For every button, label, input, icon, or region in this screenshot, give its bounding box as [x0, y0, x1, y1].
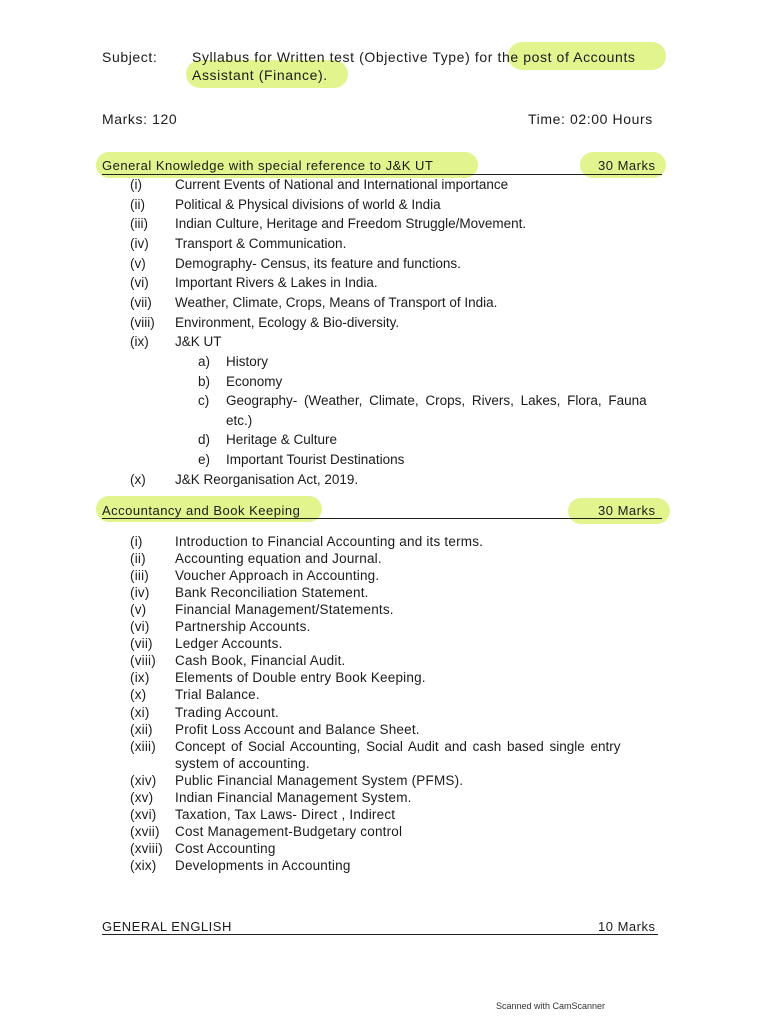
list-item-number: (iv)	[130, 236, 149, 251]
list-item: Taxation, Tax Laws- Direct , Indirect	[175, 807, 396, 822]
list-item-number: (ix)	[130, 670, 150, 685]
list-item-number: (xvii)	[130, 824, 160, 839]
list-item: Important Rivers & Lakes in India.	[175, 275, 378, 290]
section2-underline	[102, 518, 662, 519]
list-item-number: (viii)	[130, 315, 155, 330]
list-item-number: (vi)	[130, 619, 150, 634]
sub-item: History	[226, 354, 269, 369]
exam-time: Time: 02:00 Hours	[528, 111, 653, 127]
sub-item-letter: d)	[198, 432, 211, 447]
sub-item: Economy	[226, 374, 283, 389]
section3-title: GENERAL ENGLISH	[102, 919, 232, 934]
list-item-number: (ii)	[130, 551, 146, 566]
list-item: Demography- Census, its feature and functions.	[175, 256, 461, 271]
list-item-number: (xvi)	[130, 807, 157, 822]
scanner-watermark: Scanned with CamScanner	[496, 1001, 606, 1011]
list-item: Concept of Social Accounting, Social Audit and cash based single entry	[175, 739, 621, 754]
subject-line1: Syllabus for Written test (Objective Type) for the post of Accounts	[192, 49, 636, 65]
list-item: Cash Book, Financial Audit.	[175, 653, 346, 668]
list-item-number: (xviii)	[130, 841, 163, 856]
sub-item-continuation: etc.)	[226, 413, 253, 428]
list-item-number: (iv)	[130, 585, 150, 600]
section2-title: Accountancy and Book Keeping	[102, 503, 301, 518]
list-item-number: (xix)	[130, 858, 157, 873]
section3-marks: 10 Marks	[598, 919, 656, 934]
list-item: Indian Financial Management System.	[175, 790, 412, 805]
list-item: Public Financial Management System (PFMS).	[175, 773, 464, 788]
sub-item-letter: b)	[198, 374, 211, 389]
list-item-number: (xiii)	[130, 739, 156, 754]
list-item-number: (xi)	[130, 705, 150, 720]
sub-item-letter: c)	[198, 393, 210, 408]
list-item-number: (vii)	[130, 295, 152, 310]
list-item-number: (iii)	[130, 568, 149, 583]
list-item-number: (i)	[130, 534, 143, 549]
section3-underline	[102, 934, 658, 935]
list-item-continuation: system of accounting.	[175, 756, 310, 771]
list-item-number: (xv)	[130, 790, 154, 805]
list-item: J&K UT	[175, 334, 222, 349]
list-item: Cost Accounting	[175, 841, 276, 856]
list-item: Trial Balance.	[175, 687, 260, 702]
subject-line2: Assistant (Finance).	[192, 67, 328, 83]
list-item: Developments in Accounting	[175, 858, 351, 873]
list-item: Transport & Communication.	[175, 236, 347, 251]
list-item-number: (xii)	[130, 722, 153, 737]
list-item-number: (x)	[130, 687, 147, 702]
list-item-number: (x)	[130, 472, 146, 487]
list-item-number: (xiv)	[130, 773, 157, 788]
list-item-number: (iii)	[130, 216, 148, 231]
list-item: Financial Management/Statements.	[175, 602, 394, 617]
subject-label: Subject:	[102, 49, 158, 65]
list-item-number: (viii)	[130, 653, 156, 668]
list-item: Partnership Accounts.	[175, 619, 311, 634]
list-item: Accounting equation and Journal.	[175, 551, 382, 566]
list-item: Profit Loss Account and Balance Sheet.	[175, 722, 420, 737]
section1-underline	[102, 174, 662, 175]
section1-title: General Knowledge with special reference to J&K UT	[102, 158, 434, 173]
list-item: Cost Management-Budgetary control	[175, 824, 403, 839]
list-item-number: (ii)	[130, 197, 145, 212]
list-item: Trading Account.	[175, 705, 280, 720]
list-item: Weather, Climate, Crops, Means of Transport of India.	[175, 295, 498, 310]
total-marks: Marks: 120	[102, 111, 178, 127]
list-item: Bank Reconciliation Statement.	[175, 585, 369, 600]
list-item: Environment, Ecology & Bio-diversity.	[175, 315, 400, 330]
sub-item-letter: a)	[198, 354, 211, 369]
list-item-number: (vi)	[130, 275, 149, 290]
list-item: Introduction to Financial Accounting and its terms.	[175, 534, 484, 549]
list-item: Indian Culture, Heritage and Freedom Struggle/Movement.	[175, 216, 527, 231]
list-item-number: (v)	[130, 602, 147, 617]
sub-item: Important Tourist Destinations	[226, 452, 405, 467]
list-item-number: (i)	[130, 177, 142, 192]
section2-marks: 30 Marks	[598, 503, 656, 518]
list-item-number: (ix)	[130, 334, 149, 349]
list-item: Elements of Double entry Book Keeping.	[175, 670, 426, 685]
list-item: Ledger Accounts.	[175, 636, 283, 651]
list-item: Political & Physical divisions of world & India	[175, 197, 441, 212]
list-item-number: (vii)	[130, 636, 153, 651]
section1-marks: 30 Marks	[598, 158, 656, 173]
sub-item: Heritage & Culture	[226, 432, 338, 447]
sub-item-letter: e)	[198, 452, 211, 467]
list-item: J&K Reorganisation Act, 2019.	[175, 472, 359, 487]
sub-item: Geography- (Weather, Climate, Crops, Rivers, Lakes, Flora, Fauna	[226, 393, 647, 408]
list-item-number: (v)	[130, 256, 146, 271]
list-item: Current Events of National and International importance	[175, 177, 509, 192]
list-item: Voucher Approach in Accounting.	[175, 568, 380, 583]
